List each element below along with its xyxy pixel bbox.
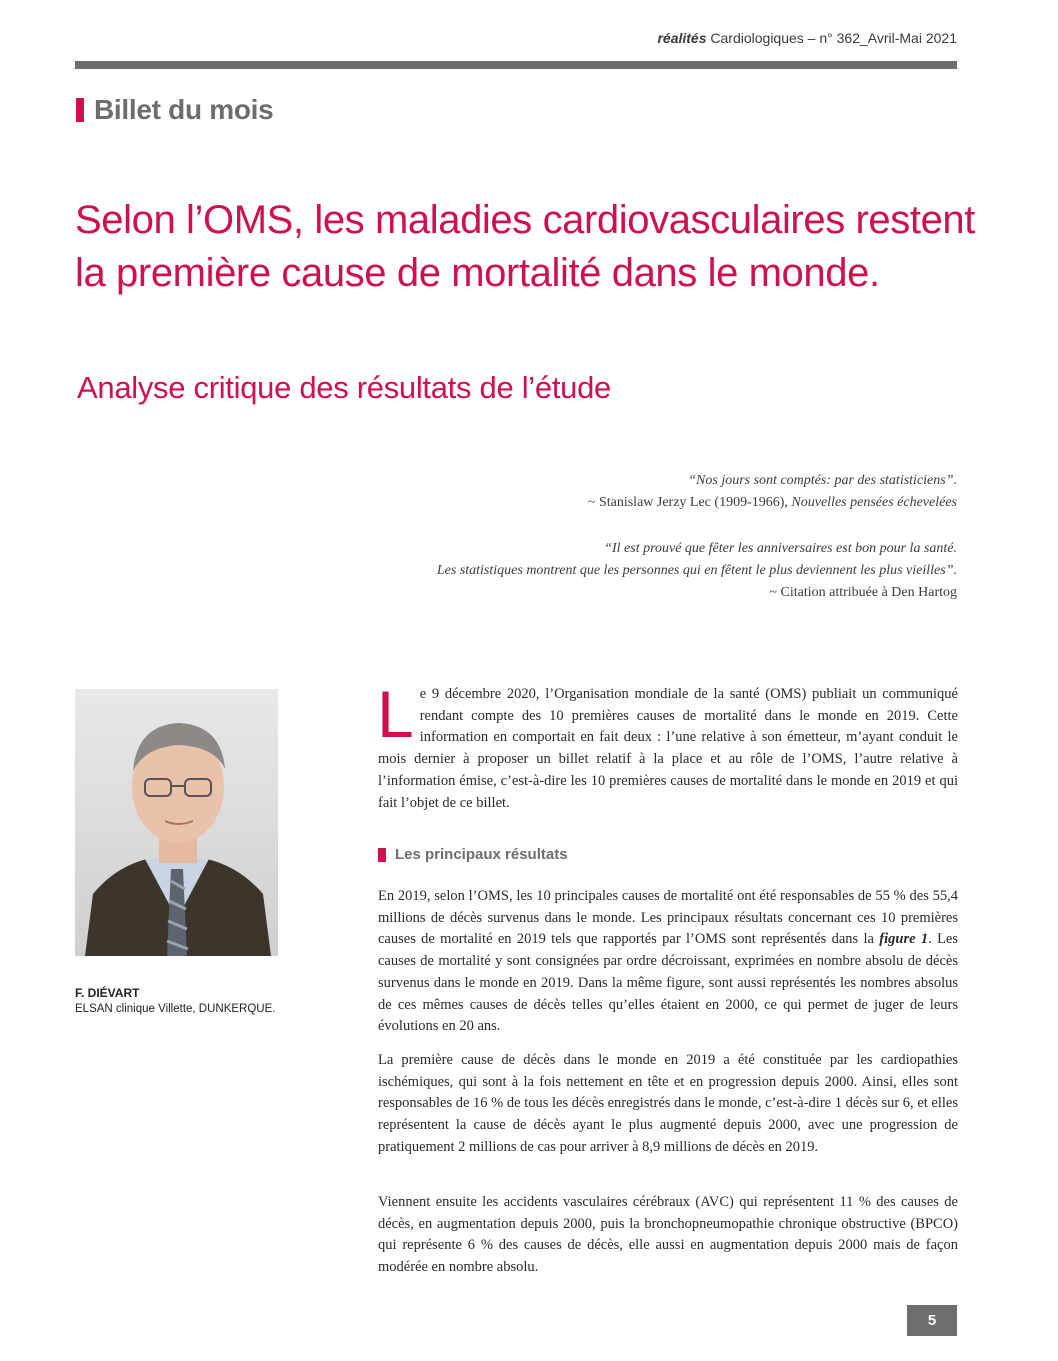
journal-issue: Cardiologiques – n° 362_Avril-Mai 2021	[706, 30, 957, 46]
section-label	[76, 94, 273, 126]
epigraph-attribution-1: ~ Stanislaw Jerzy Lec (1909-1966), Nouvelles pensées échevelées	[587, 495, 957, 510]
figure-reference[interactable]: figure 1	[879, 931, 929, 948]
subsection-marker	[378, 848, 386, 862]
epigraphs	[237, 470, 957, 604]
body-paragraph-3: La première cause de décès dans le monde en 2019 a été constituée par les cardiopathies ischémiques, qui sont à la fois nettement en tête et en progression depuis 2000. Ainsi, elles sont responsables de 16 % de tous les décès enregistrés dans le monde, c’est-à-dire 1 décès sur 6, et elles représentent la cause de décès ayant le plus augmenté depuis 2000, avec une progression de pratiquement 2 millions de cas pour arriver à 8,9 millions de décès en 2019.	[378, 1052, 958, 1155]
epigraph-quote-2-line-2: Les statistiques montrent que les personnes qui en fêtent le plus deviennent les plus vieilles”.	[436, 563, 957, 578]
journal-brand: réalités	[657, 30, 707, 46]
subsection-title: Les principaux résultats	[395, 846, 568, 863]
author-portrait-illustration	[75, 689, 278, 956]
page-number: 5	[907, 1305, 957, 1336]
article-title: Selon l’OMS, les maladies cardiovasculaires restent la première cause de mortalité dans le monde.	[75, 198, 975, 295]
body-paragraph-1: Le 9 décembre 2020, l’Organisation mondiale de la santé (OMS) publiait un communiqué rendant compte des 10 premières causes de mortalité dans le monde en 2019. Cette information en comportait en fait deux : l’une relative à son émetteur, m’ayant conduit le mois dernier à proposer un billet relatif à la place et au rôle de l’OMS, l’autre relative à l’information émise, c’est-à-dire les 10 premières causes de mortalité dans le monde en 2019 et qui fait l’objet de ce billet.	[377, 677, 958, 811]
body-paragraph-2: En 2019, selon l’OMS, les 10 principales causes de mortalité ont été responsables de 55 % des 55,4 millions de décès survenus dans le monde. Les principaux résultats concernant ces 10 premières causes de mortalité en 2019 tels que rapportés par l’OMS sont représentés dans la figure 1. Les causes de mortalité y sont consignées par ordre décroissant, exprimées en nombre absolu de décès survenus dans le monde en 2019. Dans la même figure, sont aussi représentés les nombres absolus de ces mêmes causes de décès telles qu’elles étaient en 2000, ce qui permet de juger de leurs évolutions en 20 ans.	[378, 888, 959, 1035]
section-marker	[76, 98, 84, 122]
epigraph-quote-2-line-1: “Il est prouvé que fêter les anniversaires est bon pour la santé.	[604, 541, 957, 556]
epigraph-attribution-2: ~ Citation attribuée à Den Hartog	[769, 585, 957, 600]
running-header	[657, 30, 957, 46]
epigraph-quote-1: “Nos jours sont comptés: par des statisticiens”.	[688, 473, 957, 488]
drop-cap: L	[377, 677, 414, 751]
author-photo	[75, 689, 278, 956]
section-title: Billet du mois	[94, 94, 274, 125]
body-paragraph-4: Viennent ensuite les accidents vasculaires cérébraux (AVC) qui représentent 11 % des causes de décès, en augmentation depuis 2000, puis la bronchopneumopathie chronique obstructive (BPCO) qui représente 6 % des causes de décès, elle aussi en augmentation depuis 2000 mais de façon modérée en nombre absolu.	[378, 1194, 958, 1276]
subsection-heading	[378, 846, 568, 863]
author-affiliation: ELSAN clinique Villette, DUNKERQUE.	[75, 1003, 276, 1015]
author-name: F. DIÉVART	[75, 986, 140, 1000]
header-rule	[75, 61, 957, 69]
article-subtitle: Analyse critique des résultats de l’étude	[77, 370, 611, 405]
